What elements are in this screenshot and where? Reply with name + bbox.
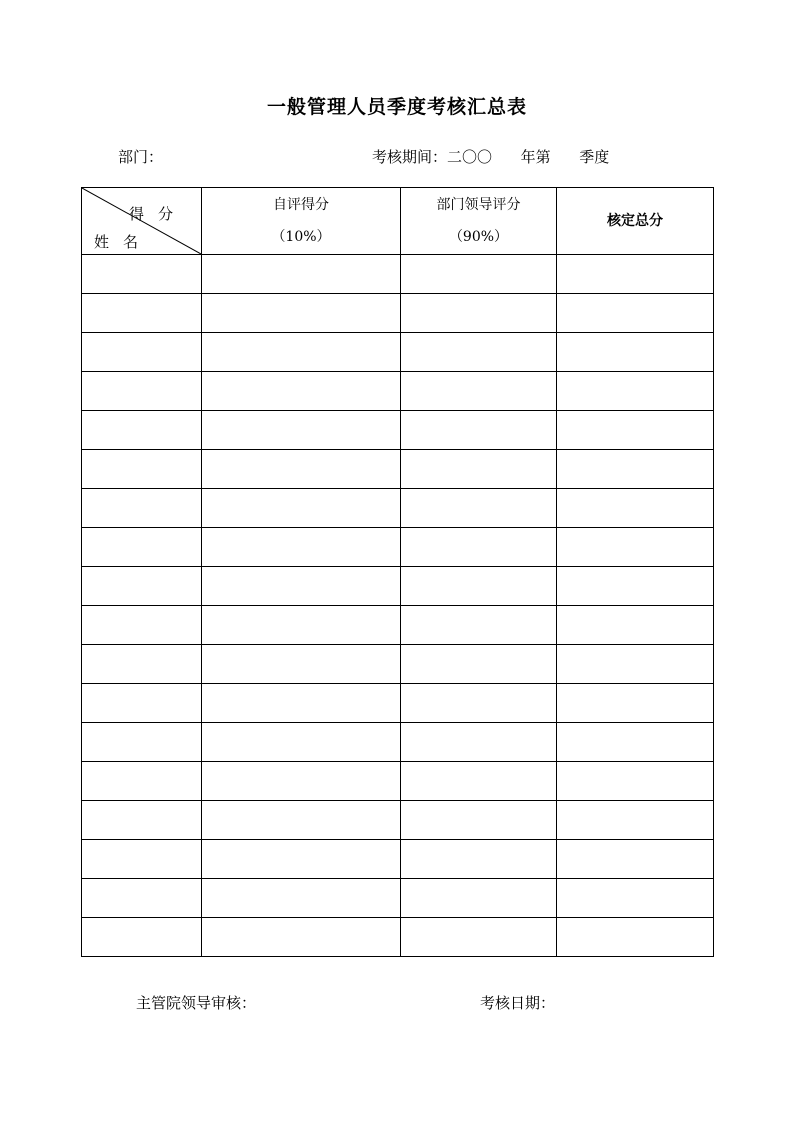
table-row bbox=[82, 840, 714, 879]
total-score-header bbox=[557, 188, 714, 255]
self-score-cell[interactable] bbox=[202, 606, 401, 645]
leader-score-cell[interactable] bbox=[401, 801, 557, 840]
self-score-cell[interactable] bbox=[202, 918, 401, 957]
total-score-label: 核定总分 bbox=[607, 213, 663, 229]
leader-score-cell[interactable] bbox=[401, 528, 557, 567]
name-cell[interactable] bbox=[82, 372, 202, 411]
approver-label: 主管院领导审核： bbox=[136, 994, 257, 1012]
total-score-cell[interactable] bbox=[557, 372, 714, 411]
name-cell[interactable] bbox=[82, 528, 202, 567]
self-score-label: 自评得分 bbox=[273, 197, 329, 213]
assessment-period bbox=[372, 146, 609, 167]
self-score-cell[interactable] bbox=[202, 801, 401, 840]
table-row bbox=[82, 528, 714, 567]
total-score-cell[interactable] bbox=[557, 411, 714, 450]
self-score-cell[interactable] bbox=[202, 411, 401, 450]
name-cell[interactable] bbox=[82, 723, 202, 762]
total-score-cell[interactable] bbox=[557, 528, 714, 567]
leader-score-cell[interactable] bbox=[401, 645, 557, 684]
total-score-cell[interactable] bbox=[557, 840, 714, 879]
leader-score-cell[interactable] bbox=[401, 255, 557, 294]
table-row bbox=[82, 333, 714, 372]
name-cell[interactable] bbox=[82, 606, 202, 645]
self-score-cell[interactable] bbox=[202, 840, 401, 879]
name-cell[interactable] bbox=[82, 684, 202, 723]
total-score-cell[interactable] bbox=[557, 606, 714, 645]
leader-score-header bbox=[401, 188, 557, 255]
total-score-cell[interactable] bbox=[557, 567, 714, 606]
leader-score-cell[interactable] bbox=[401, 723, 557, 762]
leader-score-cell[interactable] bbox=[401, 372, 557, 411]
table-row bbox=[82, 762, 714, 801]
table-row bbox=[82, 411, 714, 450]
name-cell[interactable] bbox=[82, 567, 202, 606]
corner-header-cell bbox=[82, 188, 202, 255]
leader-score-cell[interactable] bbox=[401, 879, 557, 918]
self-score-cell[interactable] bbox=[202, 645, 401, 684]
table-row bbox=[82, 723, 714, 762]
name-cell[interactable] bbox=[82, 411, 202, 450]
total-score-cell[interactable] bbox=[557, 879, 714, 918]
leader-score-cell[interactable] bbox=[401, 450, 557, 489]
table-row bbox=[82, 645, 714, 684]
total-score-cell[interactable] bbox=[557, 723, 714, 762]
period-year-label: 年第 bbox=[520, 148, 551, 166]
leader-score-cell[interactable] bbox=[401, 333, 557, 372]
name-cell[interactable] bbox=[82, 801, 202, 840]
department-label: 部门： bbox=[118, 148, 164, 166]
corner-name-label: 姓名 bbox=[94, 233, 153, 251]
table-header-row bbox=[82, 188, 714, 255]
self-score-cell[interactable] bbox=[202, 294, 401, 333]
period-label: 考核期间：二〇〇 bbox=[372, 148, 493, 166]
self-score-header bbox=[202, 188, 401, 255]
corner-score-label: 得分 bbox=[128, 205, 187, 223]
self-score-cell[interactable] bbox=[202, 567, 401, 606]
leader-score-cell[interactable] bbox=[401, 762, 557, 801]
total-score-cell[interactable] bbox=[557, 801, 714, 840]
leader-score-label: 部门领导评分 bbox=[436, 197, 521, 213]
table-row bbox=[82, 684, 714, 723]
total-score-cell[interactable] bbox=[557, 684, 714, 723]
name-cell[interactable] bbox=[82, 489, 202, 528]
self-score-cell[interactable] bbox=[202, 528, 401, 567]
name-cell[interactable] bbox=[82, 840, 202, 879]
leader-score-cell[interactable] bbox=[401, 489, 557, 528]
table-row bbox=[82, 372, 714, 411]
name-cell[interactable] bbox=[82, 762, 202, 801]
leader-score-cell[interactable] bbox=[401, 411, 557, 450]
total-score-cell[interactable] bbox=[557, 450, 714, 489]
table-row bbox=[82, 918, 714, 957]
total-score-cell[interactable] bbox=[557, 762, 714, 801]
table-row bbox=[82, 450, 714, 489]
name-cell[interactable] bbox=[82, 450, 202, 489]
leader-score-weight: （90%） bbox=[448, 229, 509, 245]
table-row bbox=[82, 567, 714, 606]
name-cell[interactable] bbox=[82, 255, 202, 294]
self-score-cell[interactable] bbox=[202, 255, 401, 294]
name-cell[interactable] bbox=[82, 333, 202, 372]
name-cell[interactable] bbox=[82, 645, 202, 684]
total-score-cell[interactable] bbox=[557, 255, 714, 294]
page-title: 一般管理人员季度考核汇总表 bbox=[266, 96, 527, 118]
total-score-cell[interactable] bbox=[557, 489, 714, 528]
self-score-cell[interactable] bbox=[202, 723, 401, 762]
table-row bbox=[82, 606, 714, 645]
self-score-weight: （10%） bbox=[271, 229, 331, 245]
assessment-date-label: 考核日期： bbox=[480, 994, 556, 1012]
total-score-cell[interactable] bbox=[557, 645, 714, 684]
name-cell[interactable] bbox=[82, 918, 202, 957]
table-row bbox=[82, 879, 714, 918]
table-row bbox=[82, 255, 714, 294]
period-quarter-label: 季度 bbox=[579, 148, 610, 166]
self-score-cell[interactable] bbox=[202, 333, 401, 372]
total-score-cell[interactable] bbox=[557, 333, 714, 372]
table-row bbox=[82, 294, 714, 333]
table-row bbox=[82, 801, 714, 840]
self-score-cell[interactable] bbox=[202, 879, 401, 918]
self-score-cell[interactable] bbox=[202, 372, 401, 411]
leader-score-cell[interactable] bbox=[401, 684, 557, 723]
self-score-cell[interactable] bbox=[202, 762, 401, 801]
name-cell[interactable] bbox=[82, 294, 202, 333]
total-score-cell[interactable] bbox=[557, 294, 714, 333]
leader-score-cell[interactable] bbox=[401, 606, 557, 645]
self-score-cell[interactable] bbox=[202, 489, 401, 528]
self-score-cell[interactable] bbox=[202, 450, 401, 489]
leader-score-cell[interactable] bbox=[401, 840, 557, 879]
self-score-cell[interactable] bbox=[202, 684, 401, 723]
leader-score-cell[interactable] bbox=[401, 918, 557, 957]
name-cell[interactable] bbox=[82, 879, 202, 918]
leader-score-cell[interactable] bbox=[401, 294, 557, 333]
total-score-cell[interactable] bbox=[557, 918, 714, 957]
leader-score-cell[interactable] bbox=[401, 567, 557, 606]
summary-table bbox=[81, 187, 714, 957]
table-row bbox=[82, 489, 714, 528]
